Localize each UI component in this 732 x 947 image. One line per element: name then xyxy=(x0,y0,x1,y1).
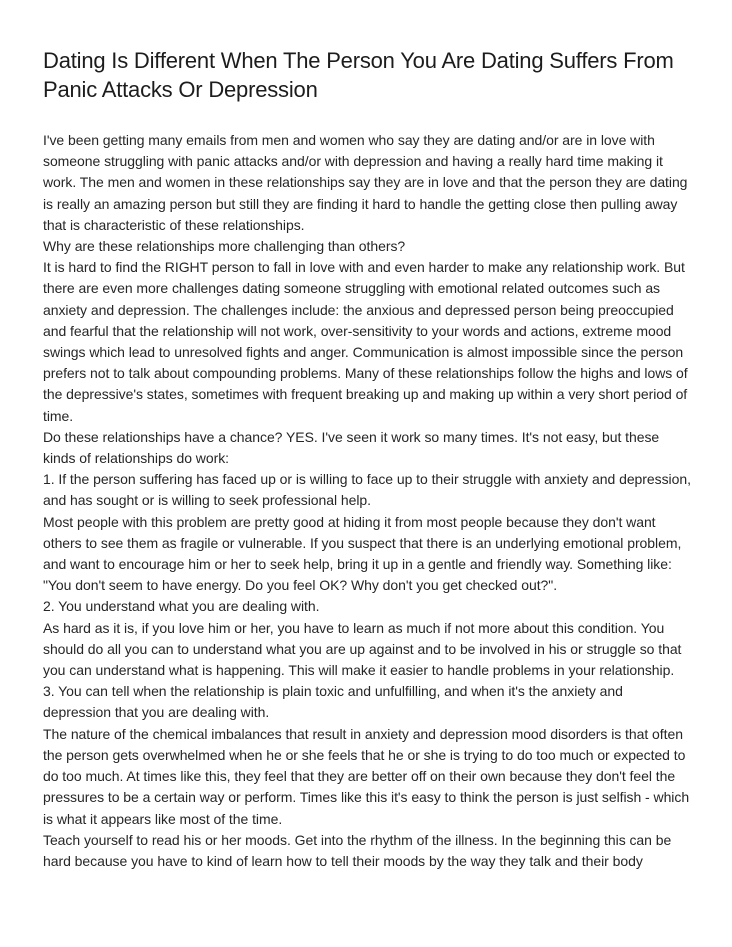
paragraph: It is hard to find the RIGHT person to fall in love with and even harder to make any relationship work. But there are even more challenges dating someone struggling with emotional related outcomes such as anxiety and depression. The challenges include: the anxious and depressed person being preoccupied and fearful that the relationship will not work, over-sensitivity to your words and actions, extreme mood swings which lead to unresolved fights and anger. Communication is almost impossible since the person prefers not to talk about compounding problems. Many of these relationships follow the highs and lows of the depressive's states, sometimes with frequent breaking up and making up within a very short period of time. xyxy=(43,259,688,424)
article-title xyxy=(43,46,694,104)
paragraph: 2. You understand what you are dealing with. xyxy=(43,598,320,615)
paragraph: Teach yourself to read his or her moods. Get into the rhythm of the illness. In the beginning this can be hard because you have to kind of learn how to tell their moods by the way they talk and their body xyxy=(43,831,672,869)
paragraph: 1. If the person suffering has faced up or is willing to face up to their struggle with anxiety and depression, and has sought or is willing to seek professional help. xyxy=(43,471,691,509)
paragraph: As hard as it is, if you love him or her, you have to learn as much if not more about this condition. You should do all you can to understand what you are up against and to be involved in his or struggle so that you can understand what is happening. This will make it easier to handle problems in your relationship. xyxy=(43,619,682,679)
paragraph: Why are these relationships more challenging than others? xyxy=(43,238,406,255)
paragraph: Most people with this problem are pretty good at hiding it from most people because they don't want others to see them as fragile or vulnerable. If you suspect that there is an underlying emotional problem, and want to encourage him or her to seek help, bring it up in a gentle and friendly way. Something like: "You don't seem to have energy. Do you feel OK? Why don't you get checked out?". xyxy=(43,513,682,594)
paragraph: The nature of the chemical imbalances that result in anxiety and depression mood disorders is that often the person gets overwhelmed when he or she feels that he or she is trying to do too much or expected to do too much. At times like this, they feel that they are better off on their own because they don't feel the pressures to be a certain way or perform. Times like this it's easy to think the person is just selfish - which is what it appears like most of the time. xyxy=(43,725,690,827)
article-title-line-1: Dating Is Different When The Person You Are Dating Suffers From xyxy=(43,48,674,73)
article-title-line-2: Panic Attacks Or Depression xyxy=(43,77,318,102)
article-body xyxy=(43,130,694,872)
paragraph: Do these relationships have a chance? YES. I've seen it work so many times. It's not easy, but these kinds of relationships do work: xyxy=(43,428,660,467)
paragraph: 3. You can tell when the relationship is plain toxic and unfulfilling, and when it's the anxiety and depression that you are dealing with. xyxy=(43,683,623,721)
paragraph: I've been getting many emails from men and women who say they are dating and/or are in love with someone struggling with panic attacks and/or with depression and having a really hard time making it work. The men and women in these relationships say they are in love and that the person they are dating is really an amazing person but still they are finding it hard to handle the getting close then pulling away that is characteristic of these relationships. xyxy=(43,132,688,233)
